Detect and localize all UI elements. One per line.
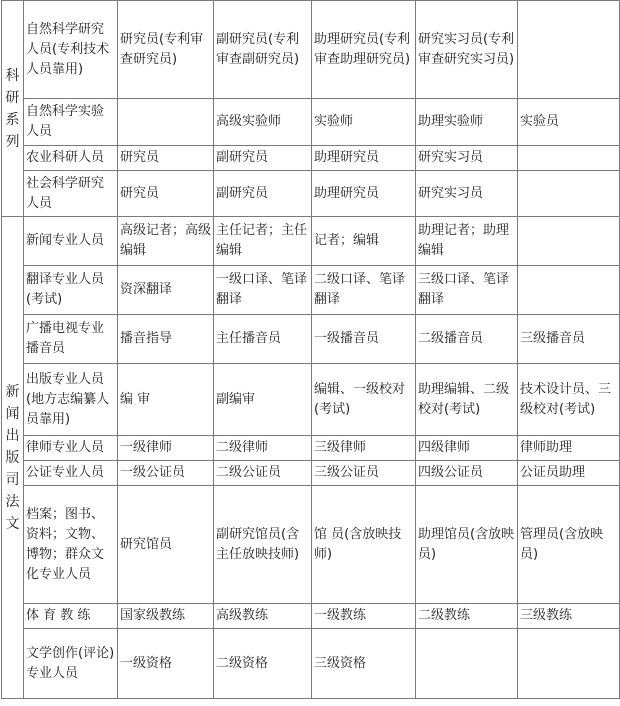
table-cell: 社会科学研究人员	[24, 171, 118, 217]
table-cell: 实验师	[312, 99, 416, 146]
table-row	[2, 266, 620, 315]
table-cell: 管理员(含放映员)	[518, 486, 620, 604]
table-cell: 律师专业人员	[24, 436, 118, 461]
table-row	[2, 217, 620, 266]
table-cell: 研究实习员	[416, 171, 518, 217]
table-cell: 技术设计员、三级校对(考试)	[518, 364, 620, 436]
table-cell: 一级律师	[118, 436, 214, 461]
table-cell: 档案；图书、资料；文物、博物；群众文化专业人员	[24, 486, 118, 604]
table-row	[2, 364, 620, 436]
table-cell	[518, 171, 620, 217]
table-cell: 律师助理	[518, 436, 620, 461]
table-cell: 记者；编辑	[312, 217, 416, 266]
table-cell: 主任播音员	[214, 315, 312, 364]
table-cell: 副编审	[214, 364, 312, 436]
table-cell: 新闻专业人员	[24, 217, 118, 266]
table-cell: 研究员	[118, 146, 214, 171]
table-row	[2, 171, 620, 217]
table-cell: 文学创作(评论)专业人员	[24, 629, 118, 699]
table-cell	[518, 629, 620, 699]
category-cell-news-publishing: 新闻出版司法文	[2, 217, 24, 699]
table-cell: 研究实习员(专利审查研究实习员)	[416, 1, 518, 99]
table-cell: 助理馆员(含放映员)	[416, 486, 518, 604]
table-cell: 二级资格	[214, 629, 312, 699]
table-cell: 研究实习员	[416, 146, 518, 171]
table-row	[2, 604, 620, 629]
table-row	[2, 146, 620, 171]
table-cell: 自然科学实验人员	[24, 99, 118, 146]
table-cell: 二级公证员	[214, 461, 312, 486]
table-cell: 自然科学研究人员(专利技术人员靠用)	[24, 1, 118, 99]
table-row	[2, 486, 620, 604]
table-row	[2, 315, 620, 364]
table-cell: 实验员	[518, 99, 620, 146]
table-cell: 副研究员(专利审查副研究员)	[214, 1, 312, 99]
table-cell: 二级播音员	[416, 315, 518, 364]
table-cell: 出版专业人员(地方志编纂人员靠用)	[24, 364, 118, 436]
table-cell: 一级公证员	[118, 461, 214, 486]
table-cell	[118, 99, 214, 146]
table-row	[2, 461, 620, 486]
title-classification-table	[1, 0, 620, 699]
table-cell: 公证专业人员	[24, 461, 118, 486]
table-cell: 研究馆员	[118, 486, 214, 604]
table-cell: 编 审	[118, 364, 214, 436]
table-row	[2, 99, 620, 146]
table-cell	[416, 629, 518, 699]
table-cell: 助理研究员	[312, 171, 416, 217]
table-cell	[518, 146, 620, 171]
table-cell: 副研究员	[214, 146, 312, 171]
table-cell	[518, 1, 620, 99]
table-cell: 助理实验师	[416, 99, 518, 146]
table-cell: 体 育 教 练	[24, 604, 118, 629]
table-cell: 一级教练	[312, 604, 416, 629]
table-row	[2, 436, 620, 461]
table-cell: 助理研究员(专利审查助理研究员)	[312, 1, 416, 99]
table-cell: 翻译专业人员(考试)	[24, 266, 118, 315]
table-cell: 广播电视专业播音员	[24, 315, 118, 364]
table-cell: 馆 员(含放映技师)	[312, 486, 416, 604]
table-cell: 助理记者；助理编辑	[416, 217, 518, 266]
table-cell: 三级口译、笔译翻译	[416, 266, 518, 315]
table-cell: 四级律师	[416, 436, 518, 461]
table-cell: 三级公证员	[312, 461, 416, 486]
table-cell: 高级教练	[214, 604, 312, 629]
table-cell: 一级口译、笔译翻译	[214, 266, 312, 315]
table-cell: 助理编辑、二级校对(考试)	[416, 364, 518, 436]
table-cell: 资深翻译	[118, 266, 214, 315]
table-cell: 编辑、一级校对(考试)	[312, 364, 416, 436]
table-row	[2, 1, 620, 99]
table-cell: 高级实验师	[214, 99, 312, 146]
table-cell	[518, 217, 620, 266]
table-row	[2, 629, 620, 699]
table-cell: 三级播音员	[518, 315, 620, 364]
table-cell: 副研究员	[214, 171, 312, 217]
table-cell: 一级播音员	[312, 315, 416, 364]
table-cell: 二级律师	[214, 436, 312, 461]
table-cell: 二级口译、笔译翻译	[312, 266, 416, 315]
table-cell: 公证员助理	[518, 461, 620, 486]
category-cell-research: 科研系列	[2, 1, 24, 217]
table-cell: 研究员(专利审查研究员)	[118, 1, 214, 99]
table-cell	[518, 266, 620, 315]
table-cell: 国家级教练	[118, 604, 214, 629]
table-cell: 高级记者；高级编辑	[118, 217, 214, 266]
table-cell: 研究员	[118, 171, 214, 217]
table-cell: 助理研究员	[312, 146, 416, 171]
table-cell: 一级资格	[118, 629, 214, 699]
table-cell: 三级教练	[518, 604, 620, 629]
table-cell: 三级资格	[312, 629, 416, 699]
table-cell: 主任记者；主任编辑	[214, 217, 312, 266]
table-cell: 三级律师	[312, 436, 416, 461]
table-cell: 播音指导	[118, 315, 214, 364]
table-cell: 二级教练	[416, 604, 518, 629]
table-cell: 副研究馆员(含主任放映技师)	[214, 486, 312, 604]
table-cell: 农业科研人员	[24, 146, 118, 171]
table-cell: 四级公证员	[416, 461, 518, 486]
